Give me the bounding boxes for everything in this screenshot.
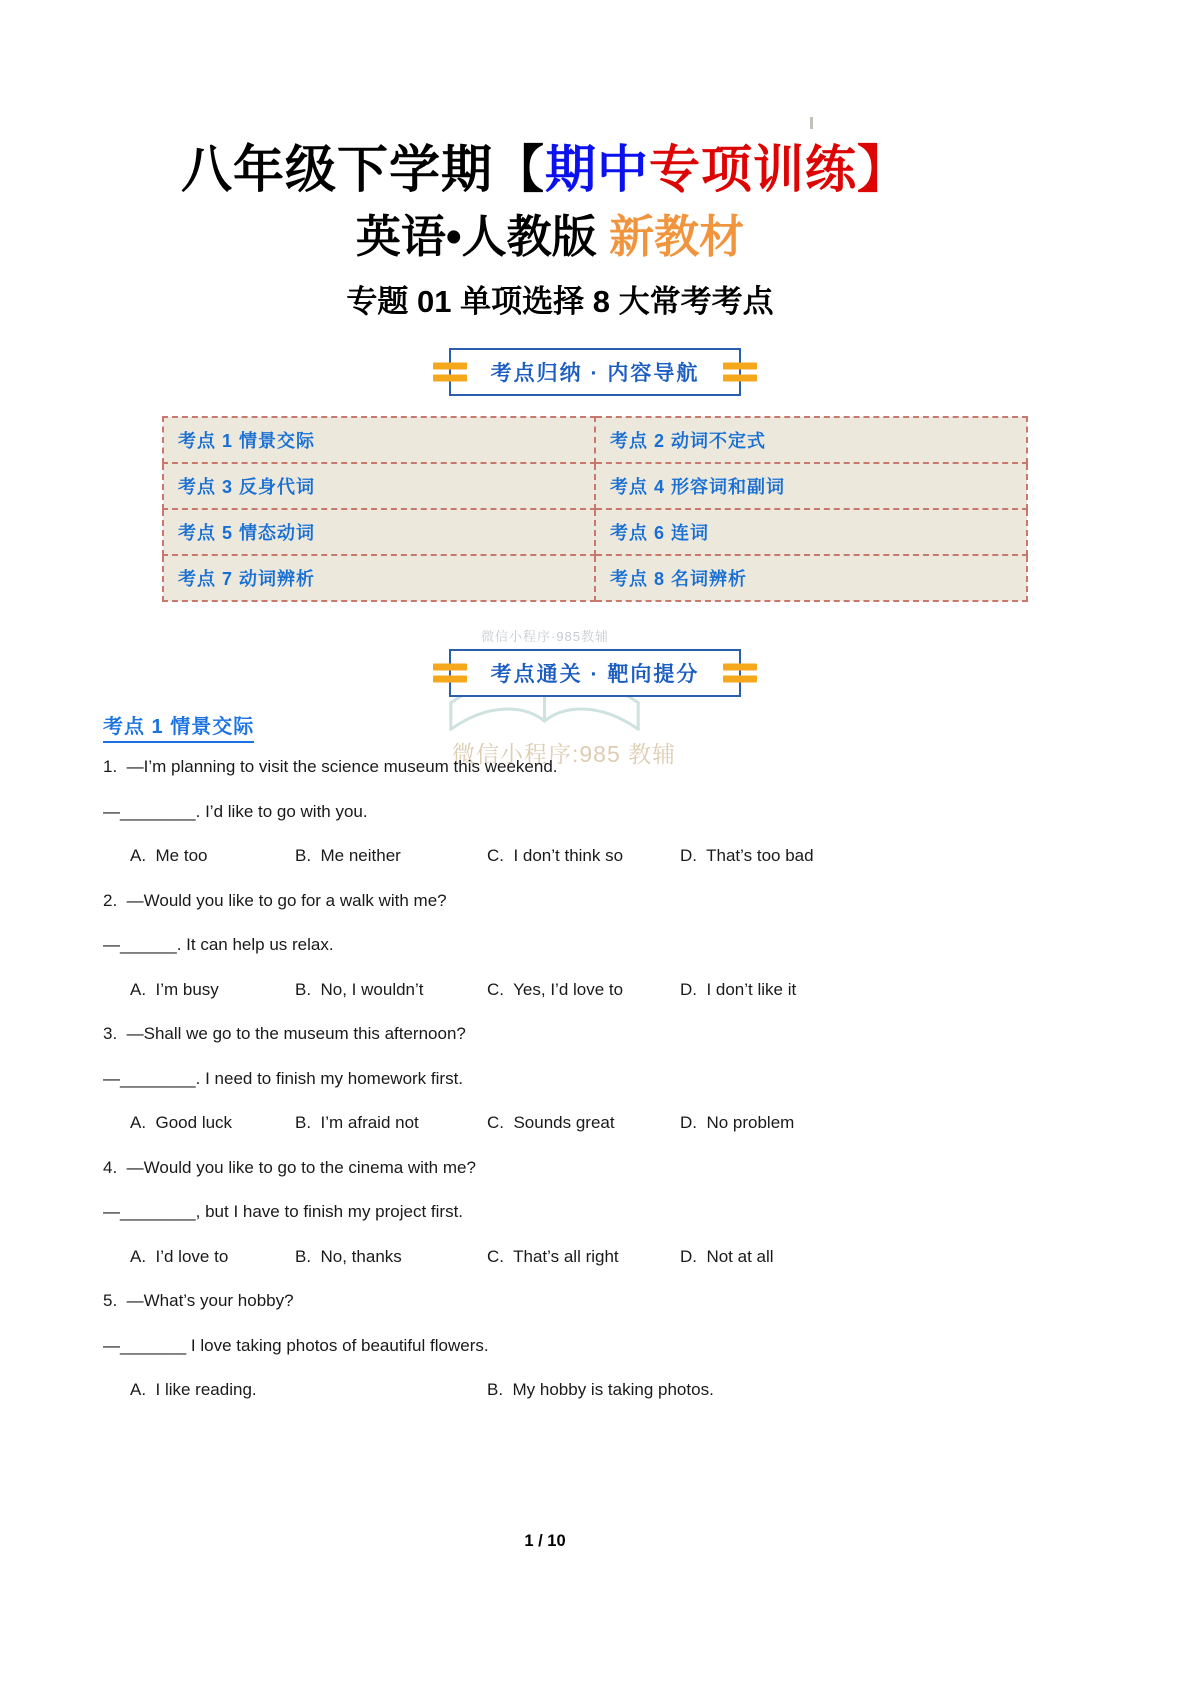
question-1-reply: —________. I’d like to go with you. bbox=[103, 801, 368, 821]
option-c: C. I don’t think so bbox=[487, 846, 624, 866]
option-a: A. Me too bbox=[130, 846, 208, 866]
subtitle-main: 英语•人教版 bbox=[355, 211, 597, 262]
table-row bbox=[163, 509, 1027, 555]
title-highlight-red: 专项训练】 bbox=[649, 141, 910, 198]
question-2-reply: —______. It can help us relax. bbox=[103, 935, 334, 954]
question-4-reply: —________, but I have to finish my project first. bbox=[103, 1202, 464, 1221]
page-number: 1 / 10 bbox=[524, 1532, 566, 1550]
question-1-stem: 1. —I’m planning to visit the science museum this weekend. bbox=[103, 757, 558, 776]
option-a: A. Good luck bbox=[130, 1113, 233, 1133]
page-title bbox=[0, 128, 1090, 202]
option-b: B. I’m afraid not bbox=[295, 1113, 419, 1133]
question-3-reply: —________. I need to finish my homework first. bbox=[103, 1068, 464, 1088]
option-d: D. That’s too bad bbox=[680, 846, 814, 866]
question-4-stem: 4. —Would you like to go to the cinema with me? bbox=[103, 1157, 476, 1177]
question-3-stem: 3. —Shall we go to the museum this afternoon? bbox=[103, 1024, 466, 1043]
exam-point-cell-6: 考点 6 连词 bbox=[595, 509, 1027, 555]
page-subtitle bbox=[0, 200, 1100, 265]
watermark-text-gray: 微信小程序·985教辅 bbox=[480, 629, 610, 644]
option-d: D. I don’t like it bbox=[680, 979, 797, 999]
title-prefix: 八年级下学期【 bbox=[180, 141, 545, 198]
option-d: D. No problem bbox=[680, 1113, 795, 1133]
option-b: B. My hobby is taking photos. bbox=[487, 1380, 714, 1400]
double-bar-icon bbox=[433, 363, 467, 382]
question-4-options bbox=[103, 1235, 1103, 1280]
question-5-stem: 5. —What’s your hobby? bbox=[103, 1291, 294, 1310]
banner-score-boost-label: 考点通关 · 靶向提分 bbox=[490, 663, 700, 686]
option-b: B. Me neither bbox=[295, 846, 401, 866]
table-row bbox=[163, 417, 1027, 463]
question-3-options bbox=[103, 1101, 1103, 1146]
double-bar-icon bbox=[433, 664, 467, 683]
question-1-options bbox=[103, 834, 1103, 879]
exam-point-cell-7: 考点 7 动词辨析 bbox=[163, 555, 595, 601]
option-c: C. Sounds great bbox=[487, 1113, 615, 1133]
question-5-options bbox=[103, 1368, 1103, 1413]
exam-point-cell-8: 考点 8 名词辨析 bbox=[595, 555, 1027, 601]
exam-point-cell-4: 考点 4 形容词和副词 bbox=[595, 463, 1027, 509]
option-b: B. No, thanks bbox=[295, 1246, 402, 1266]
banner-content-nav bbox=[449, 348, 741, 396]
option-b: B. No, I wouldn’t bbox=[295, 979, 424, 999]
option-a: A. I’m busy bbox=[130, 979, 219, 999]
option-a: A. I like reading. bbox=[130, 1380, 257, 1400]
table-row bbox=[163, 463, 1027, 509]
question-2-options bbox=[103, 968, 1103, 1013]
table-row bbox=[163, 555, 1027, 601]
option-d: D. Not at all bbox=[680, 1246, 774, 1266]
question-2-stem: 2. —Would you like to go for a walk with me? bbox=[103, 890, 447, 910]
question-5-reply: —_______ I love taking photos of beautiful flowers. bbox=[103, 1335, 489, 1355]
option-c: C. Yes, I’d love to bbox=[487, 979, 624, 999]
exam-point-cell-3: 考点 3 反身代词 bbox=[163, 463, 595, 509]
option-a: A. I’d love to bbox=[130, 1246, 229, 1266]
option-c: C. That’s all right bbox=[487, 1246, 619, 1266]
subtitle-accent: 新教材 bbox=[596, 211, 745, 262]
double-bar-icon bbox=[723, 664, 757, 683]
watermark-text-tan: 微信小程序:985 教辅 bbox=[452, 741, 677, 767]
exam-point-cell-5: 考点 5 情态动词 bbox=[163, 509, 595, 555]
section-heading: 考点 1 情景交际 bbox=[103, 710, 254, 743]
double-bar-icon bbox=[723, 363, 757, 382]
exam-point-cell-1: 考点 1 情景交际 bbox=[163, 417, 595, 463]
topic-title: 专题 01 单项选择 8 大常考考点 bbox=[346, 284, 774, 319]
title-highlight-blue: 期中 bbox=[544, 141, 649, 198]
exam-points-table bbox=[162, 416, 1028, 602]
question-list bbox=[103, 745, 1103, 1413]
exam-point-cell-2: 考点 2 动词不定式 bbox=[595, 417, 1027, 463]
banner-score-boost bbox=[449, 649, 741, 697]
banner-content-nav-label: 考点归纳 · 内容导航 bbox=[490, 362, 700, 385]
